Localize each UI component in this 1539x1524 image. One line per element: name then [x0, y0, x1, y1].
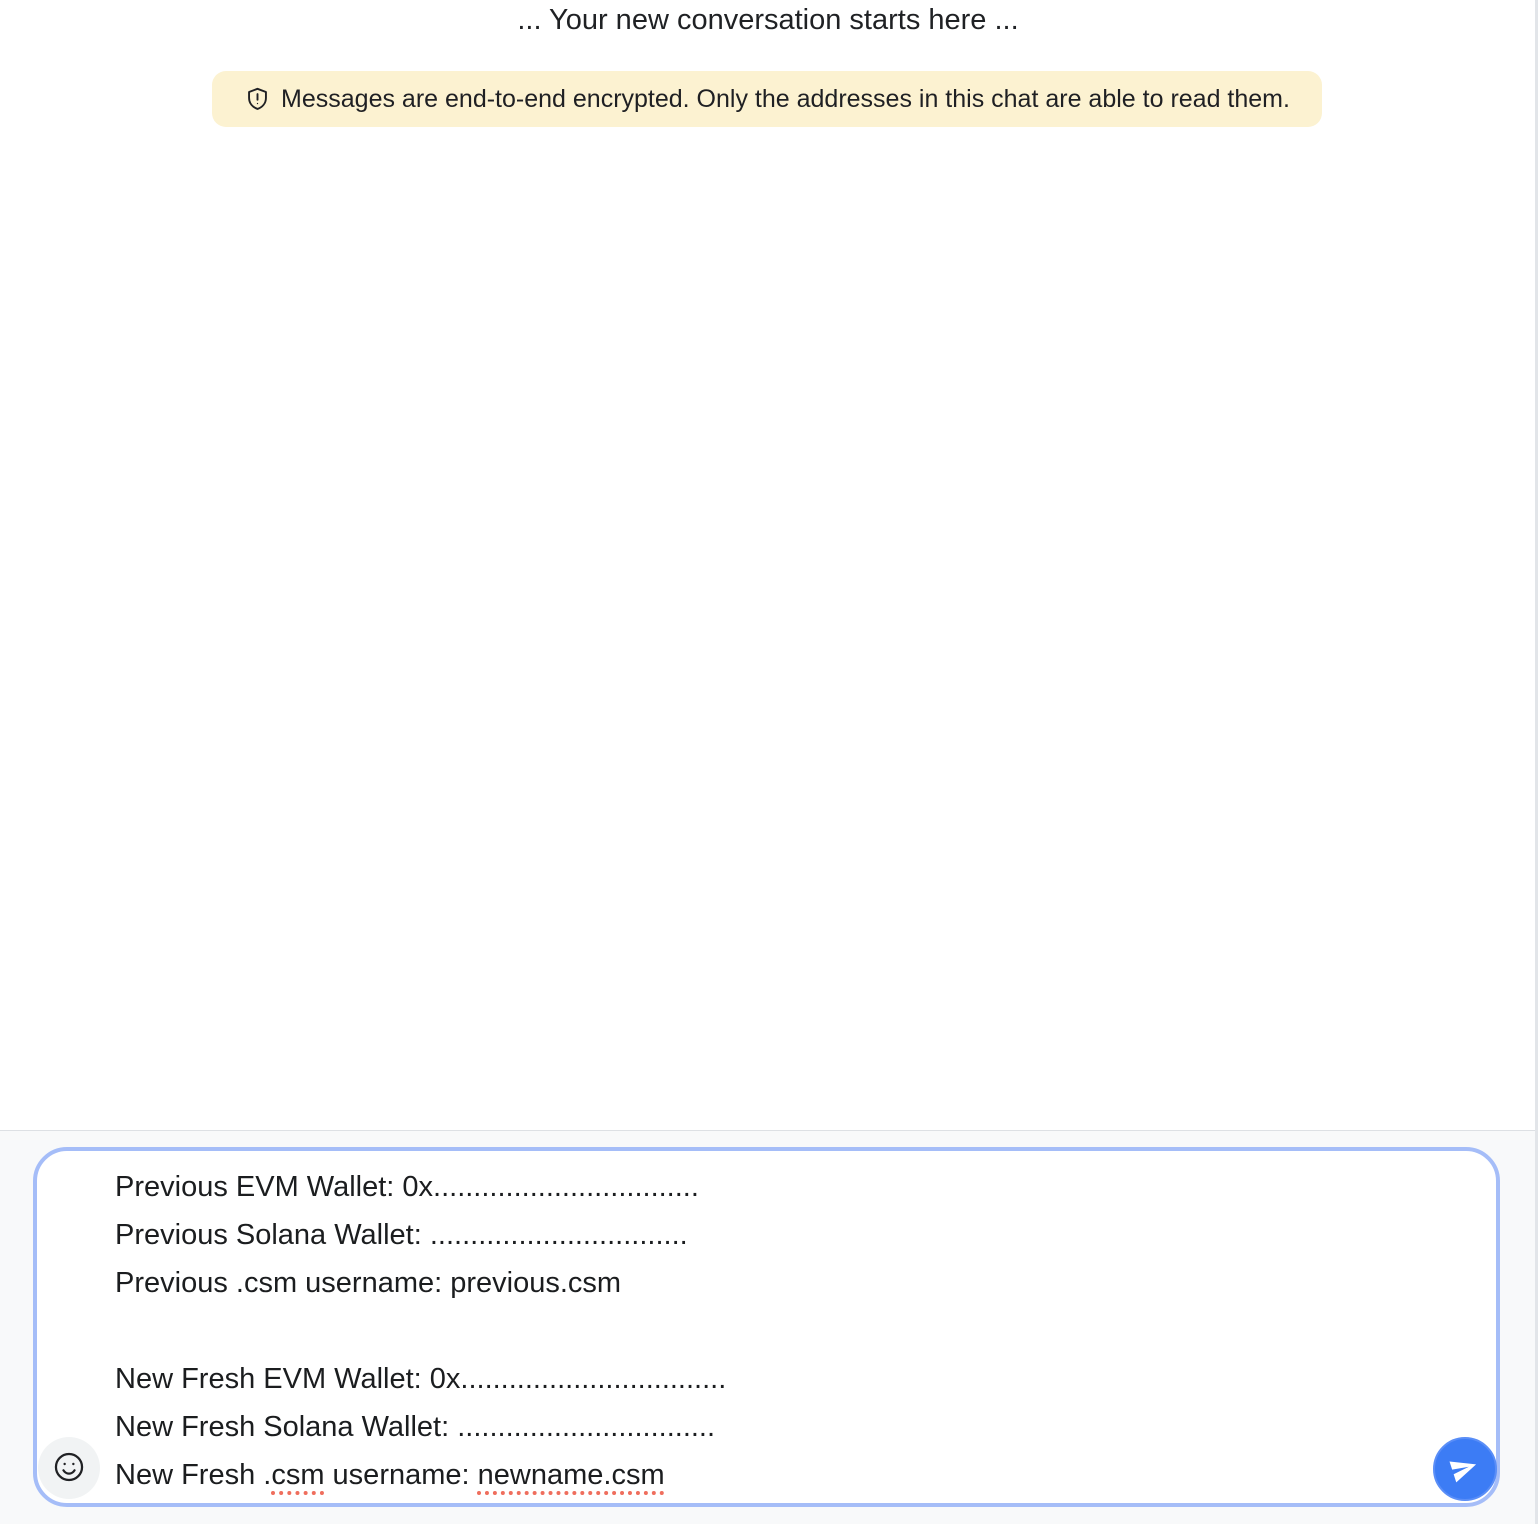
- send-button[interactable]: [1433, 1437, 1497, 1501]
- composer-line: [115, 1355, 1476, 1403]
- composer-line-text: New Fresh Solana Wallet: ................................: [115, 1411, 716, 1443]
- composer-line-text: Previous Solana Wallet: ................................: [115, 1219, 688, 1251]
- send-paper-plane-icon: [1449, 1452, 1481, 1487]
- composer-line-text: New Fresh .: [115, 1459, 272, 1491]
- misspelled-word: csm: [271, 1459, 325, 1491]
- misspelled-word: newname.csm: [477, 1459, 665, 1491]
- composer-line: [115, 1163, 1476, 1211]
- emoji-button[interactable]: [38, 1437, 100, 1499]
- composer-line-text: Previous .csm username: previous.csm: [115, 1267, 622, 1299]
- right-edge-divider: [1535, 0, 1538, 1524]
- composer-line: [115, 1307, 1476, 1355]
- message-input[interactable]: [33, 1147, 1500, 1507]
- composer-line-text: New Fresh EVM Wallet: 0x.................................: [115, 1363, 727, 1395]
- smiley-icon: [51, 1449, 87, 1488]
- composer-line: [115, 1451, 1476, 1499]
- composer-line-text: username:: [324, 1459, 478, 1491]
- encryption-notice-text: Messages are end-to-end encrypted. Only the addresses in this chat are able to read them.: [281, 84, 1290, 113]
- composer-bar: [0, 1130, 1535, 1524]
- composer-line: [115, 1211, 1476, 1259]
- shield-alert-icon: [244, 86, 271, 113]
- conversation-start-label: ... Your new conversation starts here ...: [517, 4, 1019, 36]
- composer-line: [115, 1259, 1476, 1307]
- composer-text: [115, 1163, 1476, 1499]
- composer-line: [115, 1403, 1476, 1451]
- encryption-notice-banner: [212, 71, 1322, 127]
- composer-line-text: Previous EVM Wallet: 0x.................................: [115, 1171, 699, 1203]
